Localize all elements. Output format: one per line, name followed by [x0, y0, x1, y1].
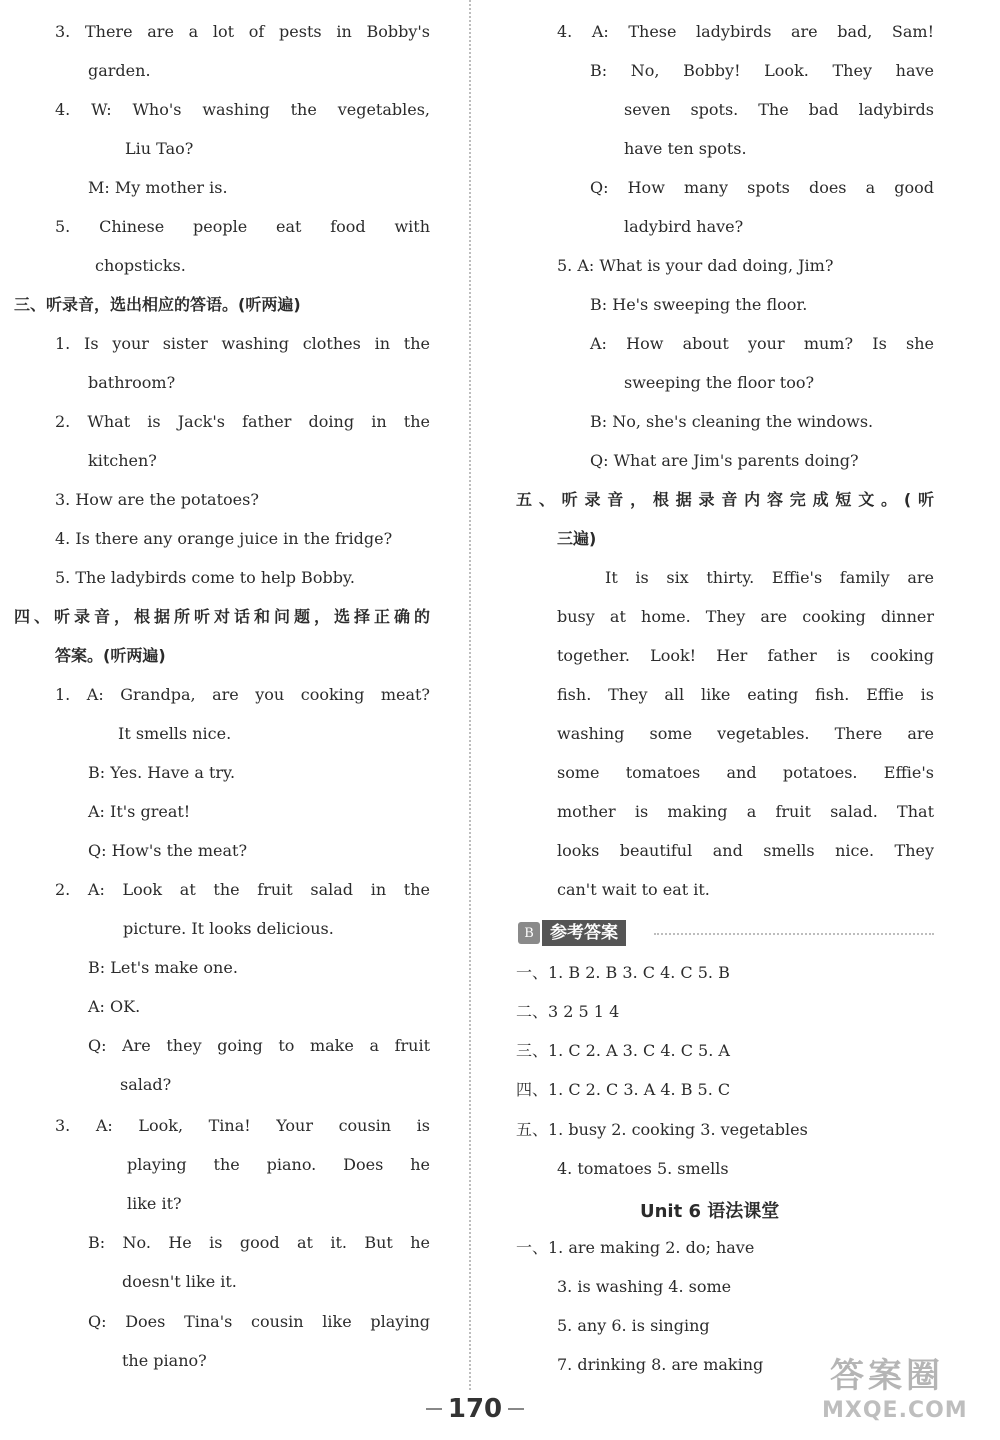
- left_column-line: It smells nice.: [118, 724, 232, 743]
- left_column-line: Q: Does Tina's cousin like playing: [88, 1312, 430, 1331]
- left_column-line: 4. Is there any orange juice in the fridge?: [55, 529, 393, 548]
- right_column-line: 五、听录音，根据录音内容完成短文。(听: [516, 490, 934, 509]
- right_column-line: mother is making a fruit salad. That: [557, 802, 934, 821]
- left_column-line: 2. A: Look at the fruit salad in the: [55, 880, 430, 899]
- left_column-line: 3. How are the potatoes?: [55, 490, 259, 509]
- right_column-line: 二、3 2 5 1 4: [516, 1002, 620, 1021]
- left_column-line: kitchen?: [88, 451, 157, 470]
- left_column-line: 2. What is Jack's father doing in the: [55, 412, 430, 431]
- left_column-line: garden.: [88, 61, 151, 80]
- book-icon: B: [518, 922, 540, 944]
- left_column-line: Q: Are they going to make a fruit: [88, 1036, 430, 1055]
- right_column-line: Q: How many spots does a good: [590, 178, 934, 197]
- footer-dash-right: [508, 1408, 524, 1410]
- right_column-line: It is six thirty. Effie's family are: [605, 568, 934, 587]
- watermark-logo: [822, 1348, 994, 1434]
- left_column-line: like it?: [127, 1194, 182, 1213]
- right_column-line: 5. any 6. is singing: [557, 1316, 710, 1335]
- right_column-line: 一、1. B 2. B 3. C 4. C 5. B: [516, 963, 730, 982]
- left_column-line: playing the piano. Does he: [127, 1155, 430, 1174]
- left_column-line: salad?: [120, 1075, 172, 1094]
- footer-dash-left: [426, 1408, 442, 1410]
- right_column-line: washing some vegetables. There are: [557, 724, 934, 743]
- answer-key-label: 参考答案: [542, 920, 626, 946]
- right_column-line: 5. A: What is your dad doing, Jim?: [557, 256, 834, 275]
- right_column-line: together. Look! Her father is cooking: [557, 646, 934, 665]
- right_column-line: 三、1. C 2. A 3. C 4. C 5. A: [516, 1041, 730, 1060]
- unit-title: Unit 6 语法课堂: [640, 1201, 780, 1222]
- left_column-line: 四、听录音，根据所听对话和问题，选择正确的: [14, 607, 430, 626]
- left_column-line: B: No. He is good at it. But he: [88, 1233, 430, 1252]
- left_column-line: B: Yes. Have a try.: [88, 763, 236, 782]
- left_column-line: B: Let's make one.: [88, 958, 238, 977]
- right_column-line: 一、1. are making 2. do; have: [516, 1238, 755, 1257]
- page-number: 170: [447, 1394, 503, 1424]
- left_column-line: 5. Chinese people eat food with: [55, 217, 430, 236]
- watermark-url: MXQE.COM: [822, 1398, 968, 1423]
- column-divider: [469, 0, 471, 1390]
- left_column-line: 4. W: Who's washing the vegetables,: [55, 100, 430, 119]
- left_column-line: 3. A: Look, Tina! Your cousin is: [55, 1116, 430, 1135]
- right_column-line: looks beautiful and smells nice. They: [557, 841, 934, 860]
- answer-key-header: [518, 919, 648, 947]
- right_column-line: 4. tomatoes 5. smells: [557, 1159, 729, 1178]
- right_column-line: B: No, Bobby! Look. They have: [590, 61, 934, 80]
- watermark-text: 答案圈: [830, 1356, 944, 1396]
- right_column-line: busy at home. They are cooking dinner: [557, 607, 934, 626]
- left_column-line: bathroom?: [88, 373, 176, 392]
- left_column-line: M: My mother is.: [88, 178, 228, 197]
- left_column-line: 1. Is your sister washing clothes in the: [55, 334, 430, 353]
- right_column-line: A: How about your mum? Is she: [590, 334, 934, 353]
- left_column-line: chopsticks.: [95, 256, 186, 275]
- right_column-line: can't wait to eat it.: [557, 880, 710, 899]
- left_column-line: A: It's great!: [88, 802, 191, 821]
- left_column-line: A: OK.: [88, 997, 141, 1016]
- left_column-line: the piano?: [122, 1351, 207, 1370]
- right_column-line: 四、1. C 2. C 3. A 4. B 5. C: [516, 1080, 731, 1099]
- right_column-line: B: He's sweeping the floor.: [590, 295, 808, 314]
- left_column-line: 5. The ladybirds come to help Bobby.: [55, 568, 355, 587]
- right_column-line: fish. They all like eating fish. Effie is: [557, 685, 934, 704]
- right_column-line: 7. drinking 8. are making: [557, 1355, 764, 1374]
- right_column-line: have ten spots.: [624, 139, 747, 158]
- right_column-line: ladybird have?: [624, 217, 744, 236]
- answer-key-rule: [654, 933, 934, 935]
- left_column-line: 答案。(听两遍): [55, 646, 166, 665]
- left_column-line: picture. It looks delicious.: [123, 919, 334, 938]
- left_column-line: doesn't like it.: [122, 1272, 237, 1291]
- right_column-line: B: No, she's cleaning the windows.: [590, 412, 874, 431]
- right_column-line: 五、1. busy 2. cooking 3. vegetables: [516, 1120, 808, 1139]
- right_column-line: 4. A: These ladybirds are bad, Sam!: [557, 22, 934, 41]
- left_column-line: Q: How's the meat?: [88, 841, 248, 860]
- left_column-line: Liu Tao?: [125, 139, 194, 158]
- right_column-line: sweeping the floor too?: [624, 373, 815, 392]
- left_column-line: 三、听录音，选出相应的答语。(听两遍): [14, 295, 301, 314]
- right_column-line: some tomatoes and potatoes. Effie's: [557, 763, 934, 782]
- page-footer: [420, 1394, 530, 1424]
- left_column-line: 1. A: Grandpa, are you cooking meat?: [55, 685, 430, 704]
- right_column-line: 三遍): [557, 529, 597, 548]
- right_column-line: seven spots. The bad ladybirds: [624, 100, 934, 119]
- right_column-line: 3. is washing 4. some: [557, 1277, 732, 1296]
- left_column-line: 3. There are a lot of pests in Bobby's: [55, 22, 430, 41]
- right_column-line: Q: What are Jim's parents doing?: [590, 451, 859, 470]
